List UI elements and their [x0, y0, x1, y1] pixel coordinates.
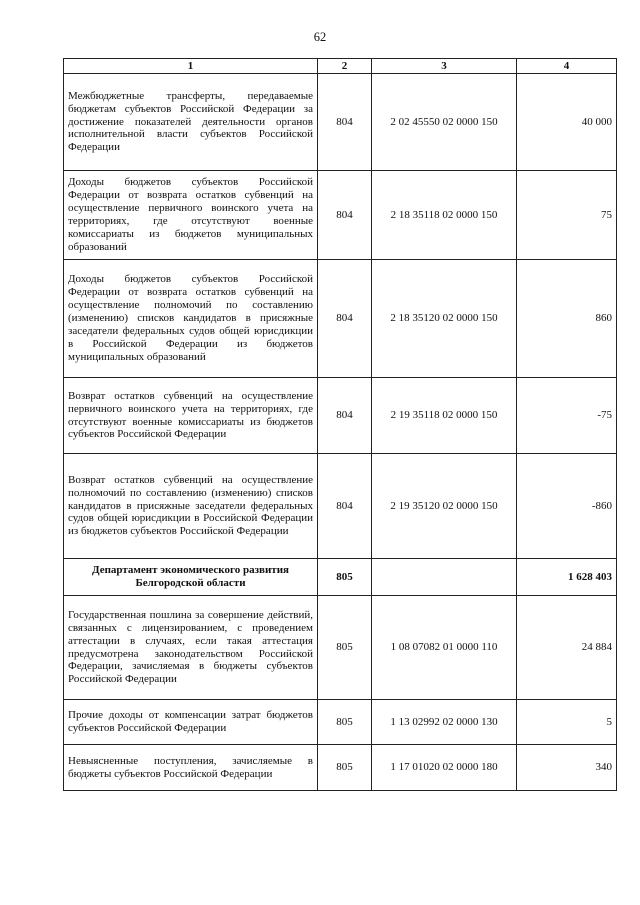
- amount-cell: 75: [517, 171, 617, 260]
- table-row: [64, 378, 617, 454]
- table-row: [64, 260, 617, 378]
- kbk-code-cell: 2 19 35118 02 0000 150: [372, 378, 517, 454]
- description-cell: Государственная пошлина за совершение действий, связанных с лицензированием, с проведением аттестации в случаях, если такая аттестация предусмотрена законодательством Российской Федерации, зачисляемая в бюджеты субъектов Российской Федерации: [64, 596, 318, 700]
- table-row: [64, 700, 617, 745]
- description-cell: Прочие доходы от компенсации затрат бюджетов субъектов Российской Федерации: [64, 700, 318, 745]
- admin-code-cell: 805: [318, 596, 372, 700]
- description-cell: Возврат остатков субвенций на осуществление полномочий по составлению (изменению) списков кандидатов в присяжные заседатели федеральных судов общей юрисдикции в Российской Федерации из бюджетов субъектов Российской Федерации: [64, 454, 318, 559]
- description-cell: Межбюджетные трансферты, передаваемые бюджетам субъектов Российской Федерации за достижение показателей деятельности органов исполнительной власти субъектов Российской Федерации: [64, 74, 318, 171]
- header-row: [64, 59, 617, 74]
- table-row: [64, 745, 617, 791]
- admin-code-cell: 804: [318, 74, 372, 171]
- page-number: 62: [313, 30, 327, 44]
- column-header-2: 2: [318, 59, 372, 74]
- admin-code-cell: 805: [318, 745, 372, 791]
- amount-cell: 340: [517, 745, 617, 791]
- amount-cell: 1 628 403: [517, 559, 617, 596]
- column-header-1: 1: [64, 59, 318, 74]
- description-cell: Доходы бюджетов субъектов Российской Федерации от возврата остатков субвенций на осуществление первичного воинского учета на территориях, где отсутствуют военные комиссариаты из бюджетов муниципальных образований: [64, 171, 318, 260]
- kbk-code-cell: 1 08 07082 01 0000 110: [372, 596, 517, 700]
- description-cell: Невыясненные поступления, зачисляемые в бюджеты субъектов Российской Федерации: [64, 745, 318, 791]
- description-cell: Доходы бюджетов субъектов Российской Федерации от возврата остатков субвенций на осуществление полномочий по составлению (изменению) списков кандидатов в присяжные заседатели федеральных судов общей юрисдикции в Российской Федерации из бюджетов муниципальных образований: [64, 260, 318, 378]
- kbk-code-cell: 2 18 35118 02 0000 150: [372, 171, 517, 260]
- amount-cell: 24 884: [517, 596, 617, 700]
- amount-cell: -75: [517, 378, 617, 454]
- amount-cell: 40 000: [517, 74, 617, 171]
- table-row: [64, 596, 617, 700]
- description-cell: Возврат остатков субвенций на осуществление первичного воинского учета на территориях, где отсутствуют военные комиссариаты из бюджетов субъектов Российской Федерации: [64, 378, 318, 454]
- kbk-code-cell: 1 13 02992 02 0000 130: [372, 700, 517, 745]
- section-row: [64, 559, 617, 596]
- column-header-3: 3: [372, 59, 517, 74]
- kbk-code-cell: [372, 559, 517, 596]
- kbk-code-cell: 2 19 35120 02 0000 150: [372, 454, 517, 559]
- column-header-4: 4: [517, 59, 617, 74]
- admin-code-cell: 804: [318, 454, 372, 559]
- revenue-table: [63, 58, 617, 791]
- table-row: [64, 171, 617, 260]
- kbk-code-cell: 2 02 45550 02 0000 150: [372, 74, 517, 171]
- admin-code-cell: 805: [318, 559, 372, 596]
- table-row: [64, 454, 617, 559]
- admin-code-cell: 804: [318, 171, 372, 260]
- table-body: [64, 74, 617, 791]
- amount-cell: -860: [517, 454, 617, 559]
- table-row: [64, 74, 617, 171]
- admin-code-cell: 804: [318, 378, 372, 454]
- kbk-code-cell: 2 18 35120 02 0000 150: [372, 260, 517, 378]
- amount-cell: 860: [517, 260, 617, 378]
- admin-code-cell: 804: [318, 260, 372, 378]
- description-cell: Департамент экономического развития Белгородской области: [64, 559, 318, 596]
- kbk-code-cell: 1 17 01020 02 0000 180: [372, 745, 517, 791]
- table-header: [64, 59, 617, 74]
- amount-cell: 5: [517, 700, 617, 745]
- admin-code-cell: 805: [318, 700, 372, 745]
